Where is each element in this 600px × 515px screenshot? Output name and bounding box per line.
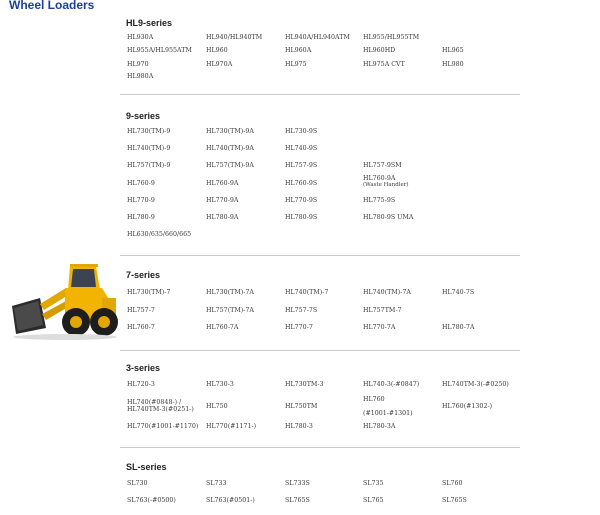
model-link[interactable]: HL760-9A [363, 175, 396, 182]
model-link[interactable]: SL765 [363, 497, 384, 504]
model-link[interactable]: HL980 [442, 61, 464, 68]
model-link[interactable]: HL980A [127, 73, 154, 80]
model-link[interactable]: HL730(TM)-7A [206, 289, 254, 296]
model-link[interactable]: SL765S [285, 497, 310, 504]
model-link[interactable]: HL750 [206, 403, 228, 410]
model-link[interactable]: HL970A [206, 61, 233, 68]
model-link[interactable]: SL765S [442, 497, 467, 504]
model-link[interactable]: HL730(TM)-7 [127, 289, 171, 296]
model-link[interactable]: HL740(TM)-9A [206, 145, 254, 152]
model-link[interactable]: HL760 [363, 396, 385, 403]
model-link[interactable]: SL763(#0501-) [206, 497, 255, 504]
model-link[interactable]: HL757(TM)-9 [127, 162, 171, 169]
model-link[interactable]: HL730-9S [285, 128, 318, 135]
model-link[interactable]: HL770(#1171-) [206, 423, 257, 430]
model-link[interactable]: HL780-3 [285, 423, 313, 430]
model-link[interactable]: HL780-9A [206, 214, 239, 221]
hl9-series-section [120, 18, 520, 96]
model-link[interactable]: HL740-3(-#0847) [363, 381, 420, 388]
model-link[interactable]: HL740TM-3(#0251-) [127, 406, 194, 413]
model-link[interactable]: HL780-9S UMA [363, 214, 414, 221]
model-link[interactable]: HL757TM-7 [363, 307, 402, 314]
model-link[interactable]: HL780-9S [285, 214, 318, 221]
model-link[interactable]: HL960 [206, 47, 228, 54]
model-link[interactable]: HL975A CVT [363, 61, 405, 68]
model-link[interactable]: HL770-9S [285, 197, 318, 204]
model-link[interactable]: SL730 [127, 480, 148, 487]
model-link[interactable]: HL760-9S [285, 180, 318, 187]
series-title: 7-series [126, 270, 161, 280]
section-divider [120, 94, 520, 95]
series-title: SL-series [126, 462, 167, 472]
model-link[interactable]: HL770-7 [285, 324, 313, 331]
model-link[interactable]: HL760-9 [127, 180, 155, 187]
model-link[interactable]: HL760-7A [206, 324, 239, 331]
model-link[interactable]: HL730(TM)-9A [206, 128, 254, 135]
model-link[interactable]: HL780-3A [363, 423, 396, 430]
model-link[interactable]: HL955A/HL955ATM [127, 47, 192, 54]
model-link[interactable]: HL740(TM)-7 [285, 289, 329, 296]
model-link[interactable]: HL930A [127, 34, 154, 41]
model-link[interactable]: HL965 [442, 47, 464, 54]
model-link[interactable]: HL740-7S [442, 289, 475, 296]
model-link[interactable]: HL757-9S [285, 162, 318, 169]
model-link[interactable]: HL630/635/660/665 [127, 231, 192, 238]
series-title: 9-series [126, 111, 161, 121]
wheel-loader-image [10, 258, 120, 340]
3-series-section [120, 363, 520, 449]
model-link[interactable]: HL770-9 [127, 197, 155, 204]
model-link[interactable]: HL940/HL940TM [206, 34, 263, 41]
model-link[interactable]: HL740-9S [285, 145, 318, 152]
series-title: HL9-series [126, 18, 173, 28]
model-link[interactable]: HL975 [285, 61, 307, 68]
page-title: Wheel Loaders [9, 0, 95, 12]
model-link[interactable]: SL760 [442, 480, 463, 487]
model-link[interactable]: HL960HD [363, 47, 396, 54]
model-link[interactable]: HL770-7A [363, 324, 396, 331]
model-link[interactable]: HL757-7S [285, 307, 318, 314]
model-link[interactable]: HL955/HL955TM [363, 34, 420, 41]
model-link[interactable]: HL740(#0848-) / [127, 399, 182, 406]
model-link[interactable]: HL775-9S [363, 197, 396, 204]
model-link[interactable]: (#1001-#1301) [363, 410, 413, 417]
model-link[interactable]: HL740(TM)-7A [363, 289, 411, 296]
model-link[interactable]: HL757-9SM [363, 162, 402, 169]
series-title: 3-series [126, 363, 161, 373]
model-link[interactable]: HL780-7A [442, 324, 475, 331]
model-link[interactable]: HL760-7 [127, 324, 155, 331]
model-link[interactable]: SL733S [285, 480, 310, 487]
model-link[interactable]: HL757(TM)-7A [206, 307, 254, 314]
model-link[interactable]: HL757-7 [127, 307, 155, 314]
model-link[interactable]: HL740(TM)-9 [127, 145, 171, 152]
section-divider [120, 255, 520, 256]
model-link[interactable]: HL760(#1302-) [442, 403, 493, 410]
sl-series-section [120, 462, 520, 512]
model-link[interactable]: HL780-9 [127, 214, 155, 221]
model-link[interactable]: HL750TM [285, 403, 318, 410]
section-divider [120, 350, 520, 351]
model-link[interactable]: HL760-9A [206, 180, 239, 187]
model-link[interactable]: HL770-9A [206, 197, 239, 204]
model-link[interactable]: HL730-3 [206, 381, 234, 388]
model-link[interactable]: SL733 [206, 480, 227, 487]
section-divider [120, 447, 520, 448]
model-link[interactable]: HL960A [285, 47, 312, 54]
wheel-loader-illustration [10, 258, 120, 340]
model-link[interactable]: HL730TM-3 [285, 381, 324, 388]
model-link[interactable]: HL770(#1001-#1170) [127, 423, 199, 430]
model-link[interactable]: HL940A/HL940ATM [285, 34, 350, 41]
7-series-section [120, 270, 520, 352]
model-link[interactable]: HL757(TM)-9A [206, 162, 254, 169]
model-link[interactable]: SL763(-#0500) [127, 497, 176, 504]
model-link[interactable]: HL970 [127, 61, 149, 68]
model-note: (Waste Handler) [363, 182, 409, 188]
model-link[interactable]: HL730(TM)-9 [127, 128, 171, 135]
model-link[interactable]: HL740TM-3(-#0250) [442, 381, 509, 388]
model-link[interactable]: SL735 [363, 480, 384, 487]
9-series-section [120, 111, 520, 256]
model-link[interactable]: HL720-3 [127, 381, 155, 388]
